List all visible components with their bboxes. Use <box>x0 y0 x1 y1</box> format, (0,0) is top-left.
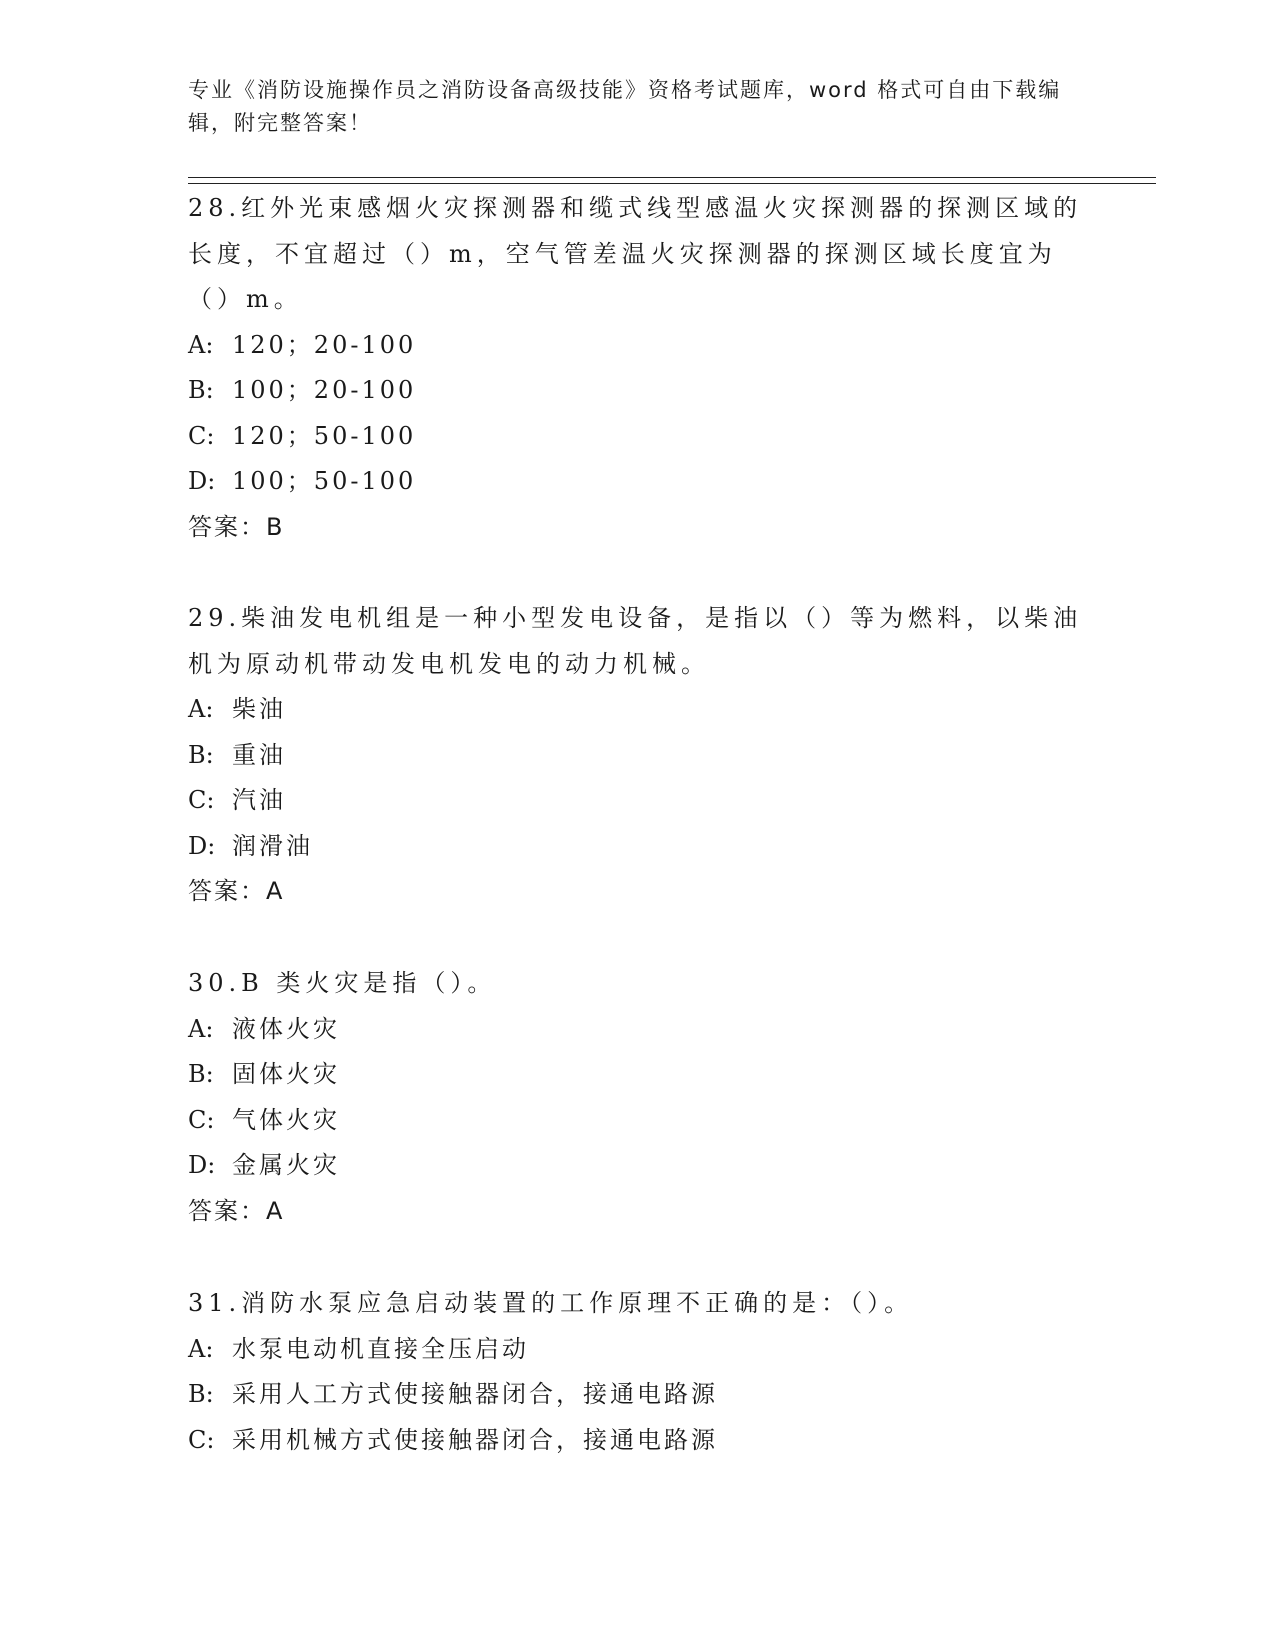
option-letter: B: <box>188 1060 214 1088</box>
option-b <box>188 733 1088 779</box>
option-text: 重油 <box>232 740 286 769</box>
option-letter: B: <box>188 1380 214 1408</box>
option-d <box>188 824 1088 870</box>
option-text: 水泵电动机直接全压启动 <box>232 1334 529 1363</box>
question-31 <box>188 1281 1088 1463</box>
question-28 <box>188 186 1088 550</box>
document-header: 专业《消防设施操作员之消防设备高级技能》资格考试题库，word 格式可自由下载编辑，附完整答案！ <box>188 78 1062 135</box>
option-a <box>188 1007 1088 1053</box>
option-letter: B: <box>188 740 214 769</box>
option-b <box>188 1052 1088 1098</box>
option-text: 100；20-100 <box>232 376 417 404</box>
option-text: 100；50-100 <box>232 467 417 495</box>
question-30 <box>188 961 1088 1234</box>
option-c <box>188 1418 1088 1464</box>
answer: 答案：B <box>188 512 285 541</box>
option-text: 金属火灾 <box>232 1151 340 1179</box>
option-b <box>188 1372 1088 1418</box>
header-rule-bottom <box>188 183 1156 184</box>
option-a <box>188 323 1088 369</box>
option-b <box>188 368 1088 414</box>
option-letter: B: <box>188 376 214 404</box>
option-text: 柴油 <box>232 695 286 723</box>
option-d <box>188 459 1088 505</box>
option-letter: C: <box>188 786 215 814</box>
option-letter: D: <box>188 831 216 860</box>
option-a <box>188 1327 1088 1373</box>
option-text: 固体火灾 <box>232 1060 340 1088</box>
option-letter: C: <box>188 1105 215 1134</box>
question-text: 28.红外光束感烟火灾探测器和缆式线型感温火灾探测器的探测区域的长度，不宜超过（）m，空气管差温火灾探测器的探测区域长度宜为（）m。 <box>188 194 1083 313</box>
option-a <box>188 687 1088 733</box>
option-text: 采用机械方式使接触器闭合，接通电路源 <box>232 1425 718 1454</box>
option-c <box>188 778 1088 824</box>
option-text: 润滑油 <box>232 831 313 860</box>
option-text: 气体火灾 <box>232 1105 340 1134</box>
option-letter: C: <box>188 421 215 450</box>
option-letter: A: <box>188 695 214 723</box>
question-text: 29.柴油发电机组是一种小型发电设备，是指以（）等为燃料，以柴油机为原动机带动发电机发电的动力机械。 <box>188 604 1083 678</box>
option-text: 汽油 <box>232 786 286 814</box>
option-text: 液体火灾 <box>232 1014 340 1043</box>
header-rule-top <box>188 177 1156 178</box>
option-letter: A: <box>188 1334 214 1363</box>
answer: 答案：A <box>188 1196 285 1225</box>
option-letter: C: <box>188 1425 215 1454</box>
answer: 答案：A <box>188 877 285 905</box>
question-29 <box>188 596 1088 915</box>
option-c <box>188 414 1088 460</box>
question-text: 30.B 类火灾是指（）。 <box>188 969 497 997</box>
option-c <box>188 1098 1088 1144</box>
question-text: 31.消防水泵应急启动装置的工作原理不正确的是：（）。 <box>188 1289 914 1317</box>
option-d <box>188 1143 1088 1189</box>
option-letter: D: <box>188 467 216 495</box>
option-text: 120；20-100 <box>232 330 417 359</box>
option-text: 120；50-100 <box>232 421 417 450</box>
option-letter: A: <box>188 330 214 359</box>
option-letter: D: <box>188 1151 216 1179</box>
option-text: 采用人工方式使接触器闭合，接通电路源 <box>232 1380 718 1408</box>
option-letter: A: <box>188 1014 214 1043</box>
